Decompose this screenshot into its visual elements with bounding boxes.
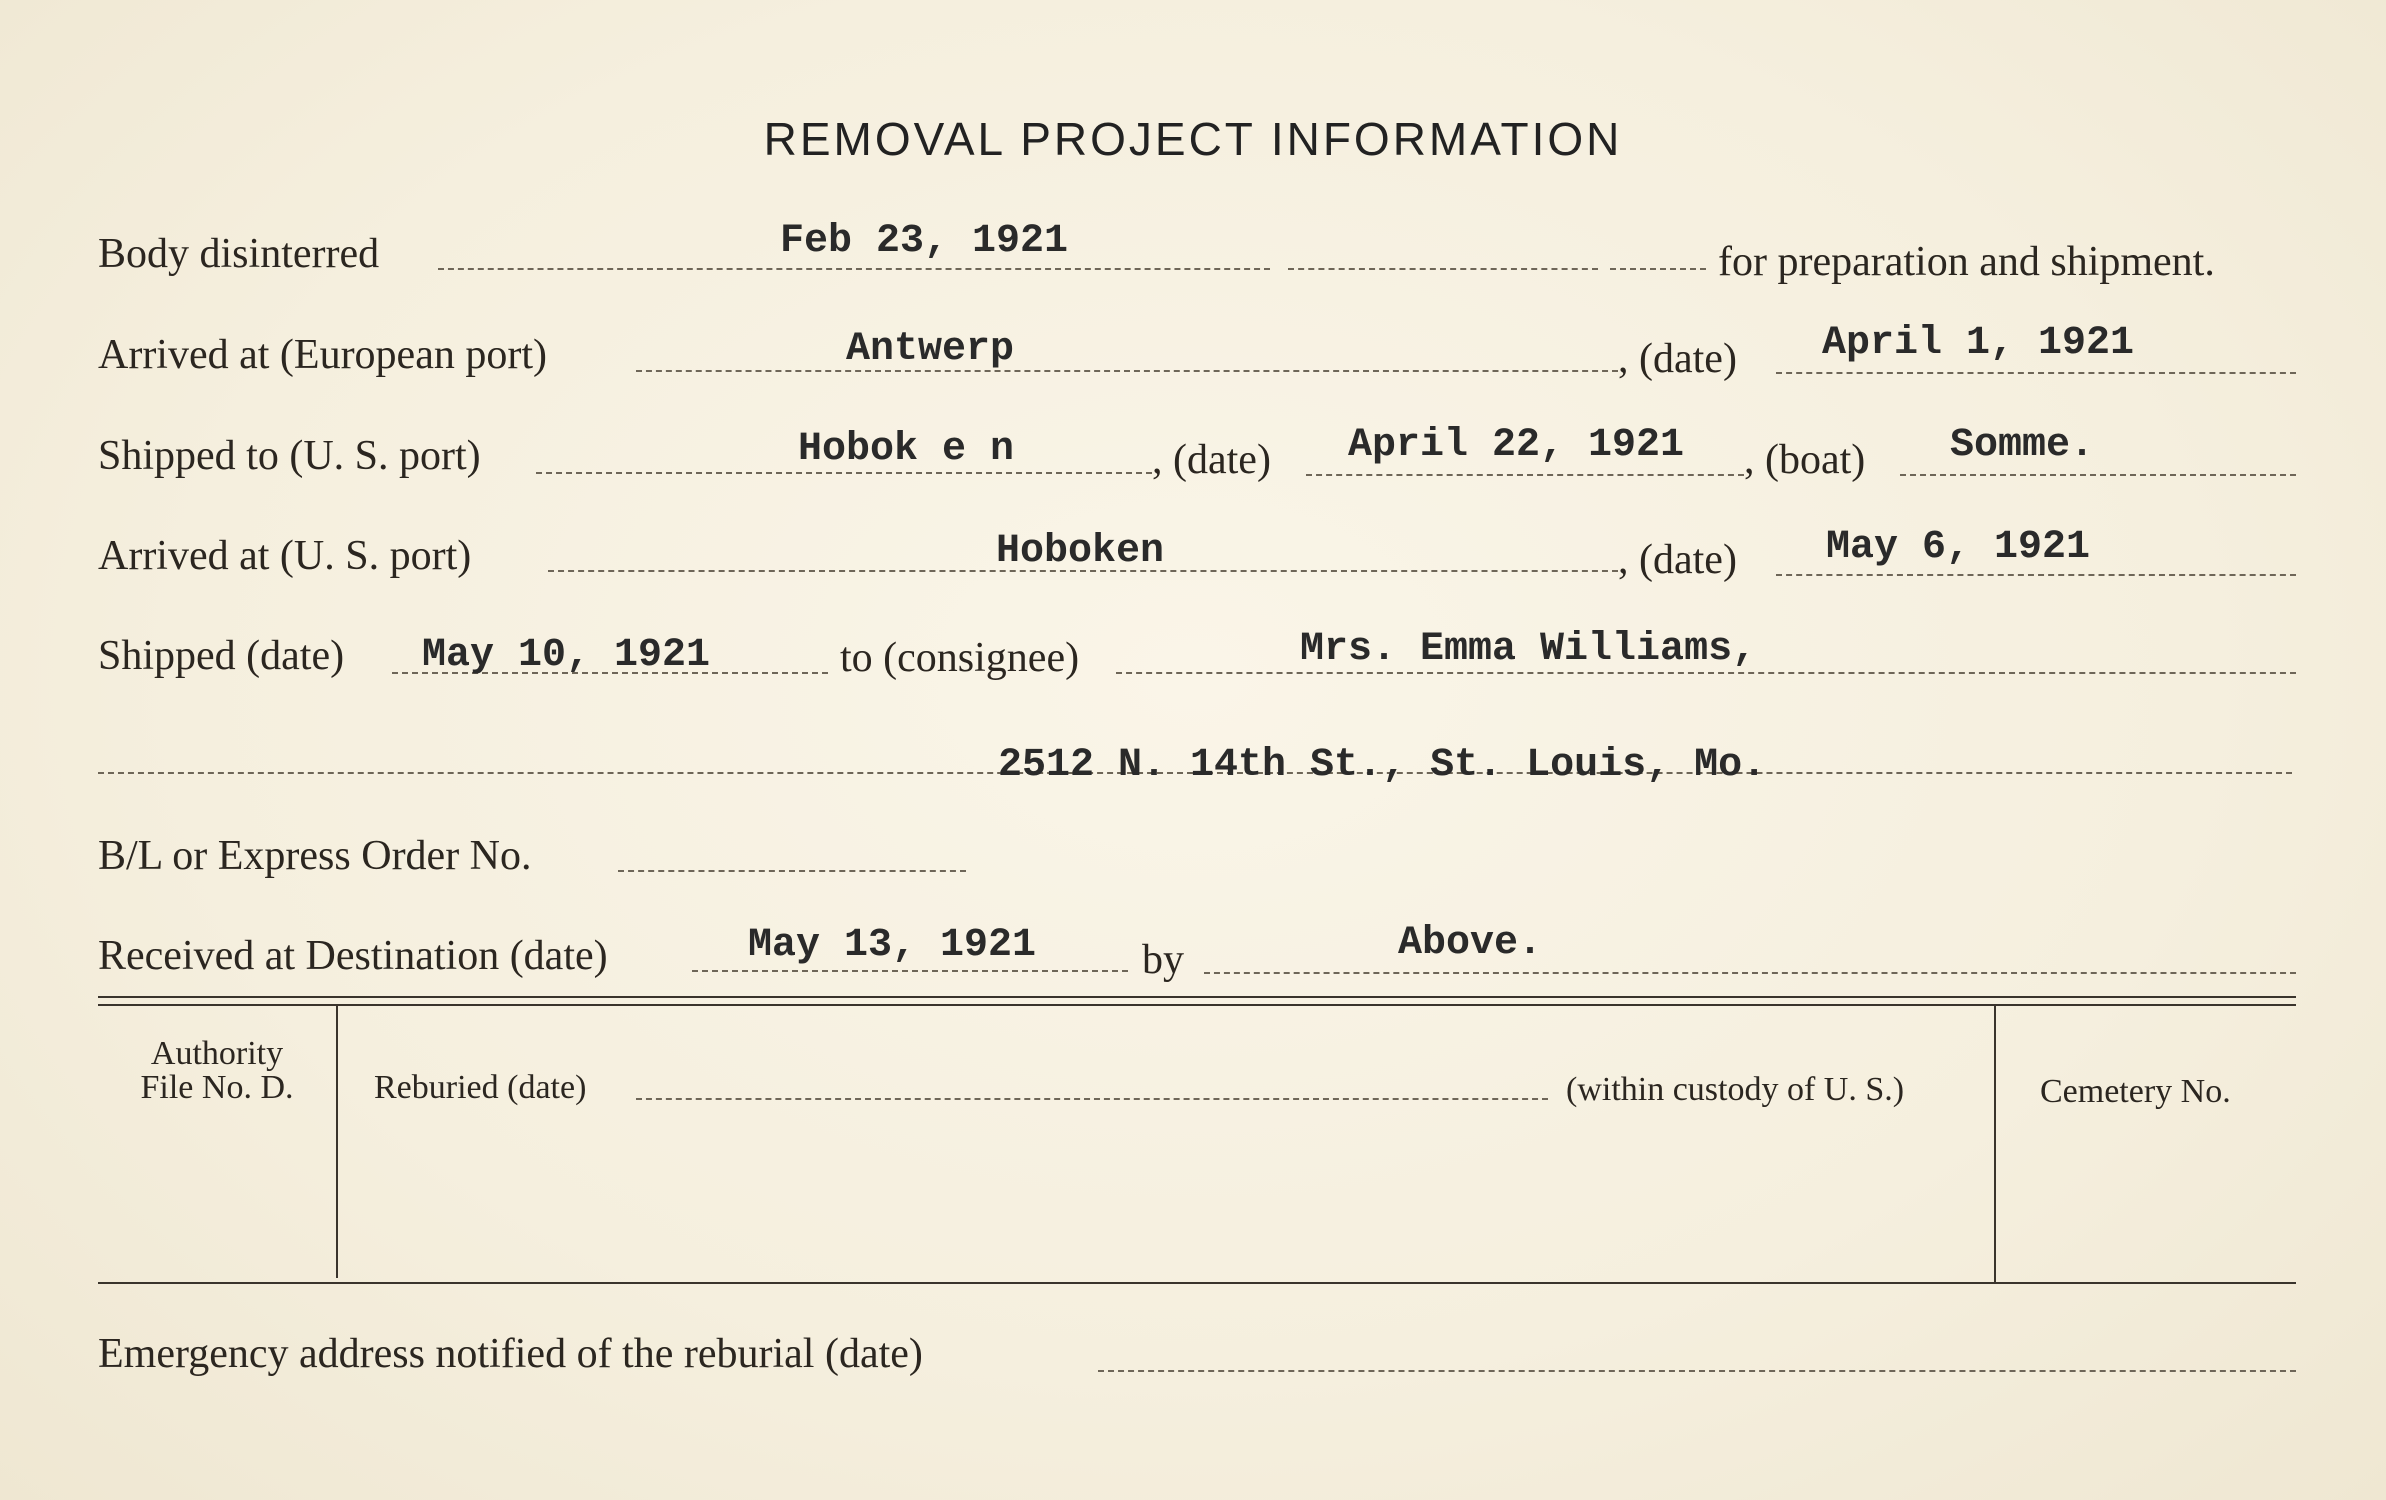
preparation-shipment-label: for preparation and shipment. [1718, 239, 2215, 285]
emergency-label: Emergency address notified of the reburial (date) [98, 1331, 923, 1377]
us-date-value: May 6, 1921 [1826, 525, 2091, 570]
shipped-date-value: May 10, 1921 [422, 633, 711, 678]
table-top-rule [98, 996, 2296, 998]
boat-label: , (boat) [1744, 437, 1866, 483]
disinterred-line-2 [1288, 268, 1598, 270]
received-date-line [692, 970, 1128, 972]
eu-date-line [1776, 372, 2296, 374]
shipped-date-label: Shipped (date) [98, 633, 345, 679]
authority-label-2: File No. D. [140, 1069, 294, 1106]
eu-port-line [636, 370, 1618, 372]
consignee-value: Mrs. Emma Williams, [1300, 627, 1757, 672]
us-ship-date-value: April 22, 1921 [1348, 423, 1685, 468]
table-bottom-rule [98, 1282, 2296, 1284]
bl-label: B/L or Express Order No. [98, 833, 532, 879]
card-title: REMOVAL PROJECT INFORMATION [763, 113, 1623, 165]
address-value: 2512 N. 14th St., St. Louis, Mo. [998, 743, 1767, 788]
eu-port-label: Arrived at (European port) [98, 332, 547, 378]
authority-label-1: Authority [150, 1035, 284, 1072]
disinterred-line [438, 268, 1270, 270]
received-by-value: Above. [1398, 921, 1543, 966]
us-ship-port-value: Hobok e n [798, 427, 1015, 472]
cemetery-divider [1994, 1006, 1996, 1284]
consignee-label: to (consignee) [840, 635, 1080, 681]
eu-port-value: Antwerp [846, 327, 1015, 372]
emergency-line [1098, 1370, 2296, 1372]
disinterred-line-3 [1610, 268, 1706, 270]
received-by-label: by [1142, 937, 1184, 983]
custody-label: (within custody of U. S.) [1566, 1071, 1905, 1108]
cemetery-label: Cemetery No. [2040, 1073, 2231, 1110]
body-disinterred-label: Body disinterred [98, 231, 380, 277]
reburied-label: Reburied (date) [374, 1069, 587, 1106]
received-label: Received at Destination (date) [98, 933, 608, 979]
bl-line [618, 870, 966, 872]
received-by-line [1204, 972, 2296, 974]
disinterred-date-value: Feb 23, 1921 [780, 219, 1069, 264]
us-ship-port-line [536, 472, 1152, 474]
boat-value: Somme. [1950, 423, 2095, 468]
us-ship-date-line [1306, 474, 1744, 476]
table-top-rule-2 [98, 1004, 2296, 1006]
us-ship-date-label: , (date) [1152, 437, 1271, 483]
eu-date-label: , (date) [1618, 336, 1737, 382]
us-port-value: Hoboken [996, 529, 1165, 574]
us-port-label: Arrived at (U. S. port) [98, 533, 472, 579]
eu-date-value: April 1, 1921 [1822, 321, 2135, 366]
consignee-line [1116, 672, 2296, 674]
authority-divider [336, 1006, 338, 1278]
boat-line [1900, 474, 2296, 476]
received-date-value: May 13, 1921 [748, 923, 1037, 968]
reburied-line [636, 1098, 1548, 1100]
us-date-label: , (date) [1618, 537, 1737, 583]
us-date-line [1776, 574, 2296, 576]
us-ship-port-label: Shipped to (U. S. port) [98, 433, 481, 479]
